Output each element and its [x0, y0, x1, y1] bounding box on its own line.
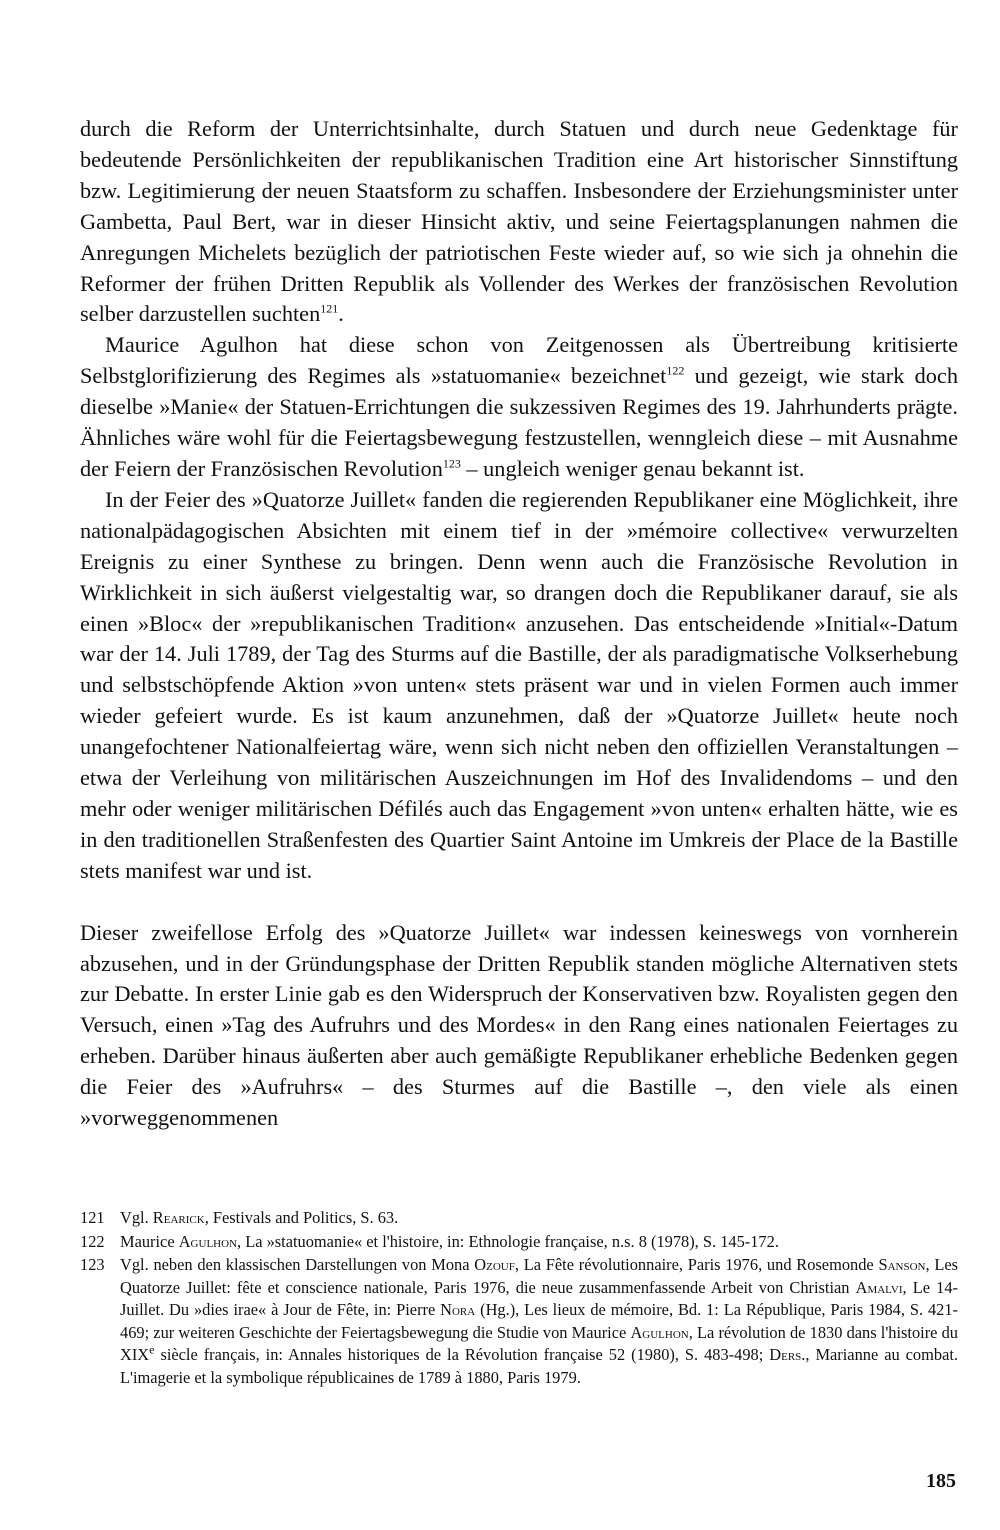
author-name: Ozouf	[474, 1255, 515, 1274]
page-number: 185	[926, 1470, 956, 1492]
author-name: Amalvi	[855, 1277, 903, 1297]
footnote-number: 121	[80, 1208, 105, 1227]
author-name: Sanson	[878, 1255, 926, 1274]
author-name: Nora	[440, 1300, 476, 1319]
footnote-ref-121: 121	[320, 302, 339, 317]
author-name: Agulhon	[178, 1231, 237, 1251]
footnote-number: 122	[80, 1231, 105, 1251]
body-text	[80, 114, 958, 1134]
paragraph-3: In der Feier des »Quatorze Juillet« fanden die regierenden Republikaner eine Möglichkeit, ihre nationalpädagogischen Absichten mit einem tief in der »mémoire collective« verwurzelten Ereignis zu einer Synthese zu bringen. Denn wenn auch die Französische Revolution in Wirklichkeit in sich äußerst vielgestaltig war, so drangen doch die Republikaner darauf, sie als einen »Bloc« der »republikanischen Tradition« anzusehen. Das entscheidende »Initial«-Datum war der 14. Juli 1789, der Tag des Sturms auf die Bastille, der als paradigmatische Volkserhebung und selbstschöpfende Aktion »von unten« stets präsent war und in vielen Formen auch immer wieder gefeiert wurde. Es ist kaum anzunehmen, daß der »Quatorze Juillet« heute noch unangefochtener Nationalfeiertag wäre, wenn sich nicht neben den offiziellen Veranstaltungen – etwa der Verleihung von militärischen Auszeichnungen im Hof des Invalidendoms – und den mehr oder weniger militärischen Défilés auch das Engagement »von unten« erhalten hätte, wie es in den traditionellen Straßenfesten des Quartier Saint Antoine im Umkreis der Place de la Bastille stets manifest war und ist.	[80, 486, 958, 883]
footnote-ref-122: 122	[666, 363, 685, 378]
century-superscript: e	[149, 1342, 155, 1357]
paragraph-4: Dieser zweifellose Erfolg des »Quatorze Juillet« war indessen keineswegs von vornherein abzusehen, und in der Gründungsphase der Dritten Republik standen mögliche Alternativen stets zur Debatte. In erster Linie gab es den Widerspruch der Konservativen bzw. Royalisten gegen den Versuch, einen »Tag des Aufruhrs und des Mordes« in den Rang eines nationalen Feiertages zu erheben. Darüber hinaus äußerten aber auch gemäßigte Republikaner erhebliche Bedenken gegen die Feier des »Aufruhrs« – des Sturmes auf die Bastille –, den viele als einen »vorweggenommenen	[80, 919, 958, 1131]
footnote-121: 121 Vgl. Rearick, Festivals and Politics, S. 63.	[80, 1207, 958, 1230]
footnotes	[80, 1207, 958, 1390]
footnote-123: 123 Vgl. neben den klassischen Darstellungen von Mona Ozouf, La Fête révolutionnaire, Paris 1976, und Rosemonde Sanson, Les Quatorze Juillet: fête et conscience nationale, Paris 1976, die neue zusammenfassende Arbeit von Christian Amalvi, Le 14-Juillet. Du »dies irae« à Jour de Fête, in: Pierre Nora (Hg.), Les lieux de mémoire, Bd. 1: La République, Paris 1984, S. 421-469; zur weiteren Geschichte der Feiertagsbewegung die Studie von Maurice Agulhon, La révolution de 1830 dans l'histoire du XIXe siècle français, in: Annales historiques de la Révolution française 52 (1980), S. 483-498; Ders., Marianne au combat. L'imagerie et la symbolique républicaines de 1789 à 1880, Paris 1979.	[80, 1255, 959, 1387]
paragraph-2: Maurice Agulhon hat diese schon von Zeitgenossen als Übertreibung kritisierte Selbstglorifizierung des Regimes als »statuomanie« bezeichnet$^{122}$ und gezeigt, wie stark doch dieselbe »Manie« der Statuen-Errichtungen die sukzessiven Regimes des 19. Jahrhunderts prägte. Ähnliches wäre wohl für die Feiertagsbewegung festzustellen, wenngleich diese – mit Ausnahme der Feiern der Französischen Revolution$^{123}$ – ungleich weniger genau bekannt ist.	[80, 332, 958, 481]
paragraph-1: durch die Reform der Unterrichtsinhalte, durch Statuen und durch neue Gedenktage für bedeutende Persönlichkeiten der republikanischen Tradition eine Art historischer Sinnstiftung bzw. Legitimierung der neuen Staatsform zu schaffen. Insbesondere der Erziehungsminister unter Gambetta, Paul Bert, war in dieser Hinsicht aktiv, und seine Feiertagsplanungen nahmen die Anregungen Michelets bezüglich der patriotischen Feste wieder auf, so wie sich ja ohnehin die Reformer der frühen Dritten Republik als Vollender des Werkes der französischen Revolution selber darzustellen suchten$^{121}$.	[80, 116, 958, 327]
author-name: Ders.	[769, 1345, 806, 1364]
footnote-122: 122 Maurice Agulhon, La »statuomanie« et l'histoire, in: Ethnologie française, n.s. 8 (1978), S. 145-172.	[80, 1231, 958, 1254]
footnote-ref-123: 123	[442, 456, 461, 471]
author-name: Rearick	[152, 1208, 205, 1227]
footnote-number: 123	[80, 1255, 105, 1274]
author-name: Agulhon	[630, 1322, 689, 1342]
